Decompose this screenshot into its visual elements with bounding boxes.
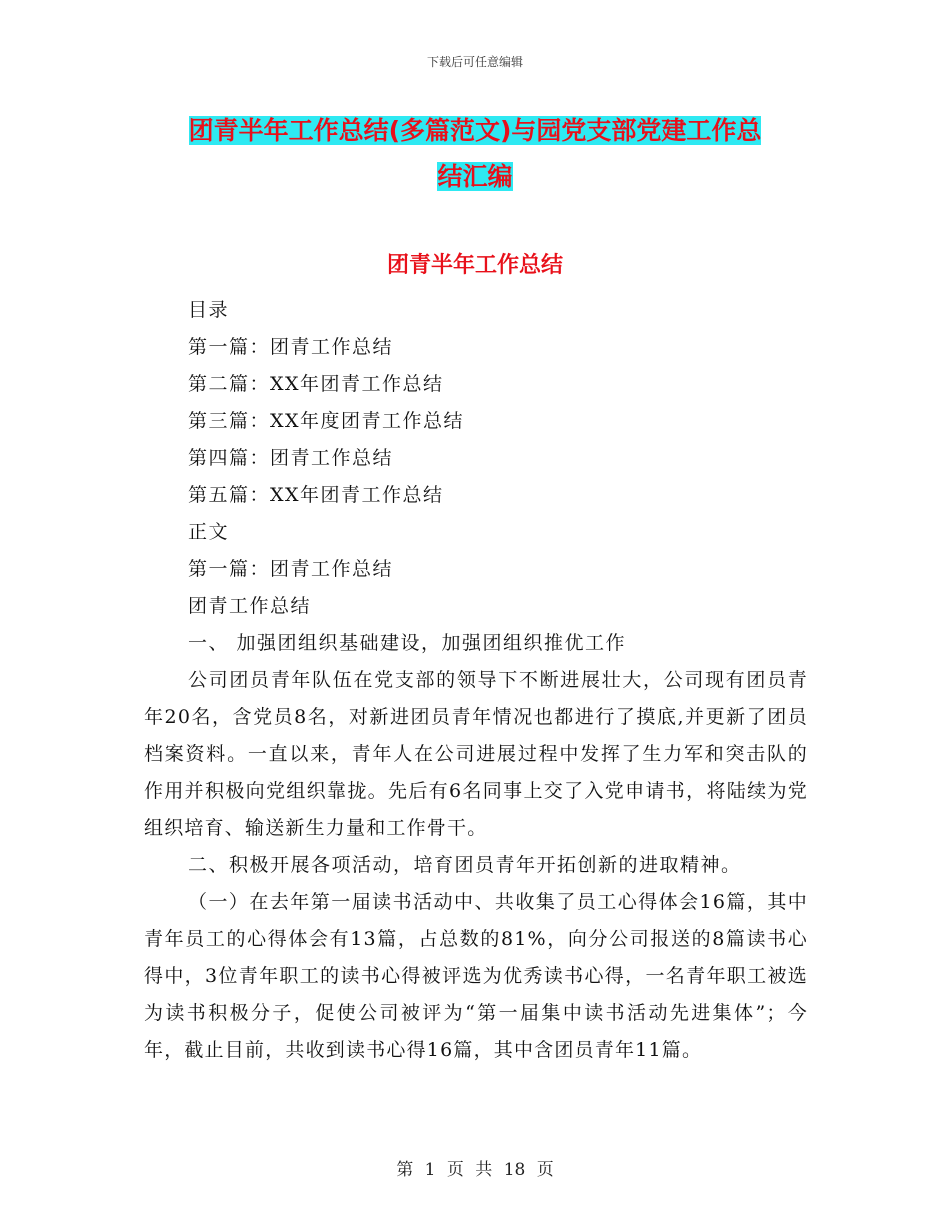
- chapter-subtitle: 团青工作总结: [188, 595, 312, 617]
- section-title: 团青半年工作总结: [386, 253, 563, 278]
- section-point-1: 一、 加强团组织基础建设，加强团组织推优工作: [188, 632, 627, 654]
- document-title-line1: 团青半年工作总结(多篇范文)与园党支部党建工作总: [188, 116, 762, 145]
- toc-item: 第一篇：团青工作总结: [188, 336, 394, 358]
- chapter-heading: 第一篇：团青工作总结: [188, 558, 394, 580]
- document-title-line2: 结汇编: [437, 162, 513, 191]
- paragraph-2: （一）在去年第一届读书活动中、共收集了员工心得体会16篇，其中青年员工的心得体会有13篇，占总数的81%，向分公司报送的8篇读书心得中，3位青年职工的读书心得被评选为优秀读书心得，一名青年职工被选为读书积极分子，促使公司被评为“第一届集中读书活动先进集体”；今年，截止目前，共收到读书心得16篇，其中含团员青年11篇。: [144, 891, 808, 1061]
- toc-item: 第二篇：XX年团青工作总结: [188, 373, 444, 395]
- paragraph-1: 公司团员青年队伍在党支部的领导下不断进展壮大，公司现有团员青年20名，含党员8名，对新进团员青年情况也都进行了摸底,并更新了团员档案资料。一直以来，青年人在公司进展过程中发挥了生力军和突击队的作用并积极向党组织靠拢。先后有6名同事上交了入党申请书，将陆续为党组织培育、输送新生力量和工作骨干。: [144, 669, 808, 839]
- toc-heading: 目录: [188, 299, 230, 321]
- page-number: 第 1 页 共 18 页: [396, 1160, 554, 1180]
- toc-item: 第五篇：XX年团青工作总结: [188, 484, 444, 506]
- document-title: [0, 108, 950, 200]
- body-label: 正文: [188, 521, 230, 543]
- toc-item: 第四篇：团青工作总结: [188, 447, 394, 469]
- toc-item: 第三篇：XX年度团青工作总结: [188, 410, 465, 432]
- page-header: 下载后可任意编辑: [426, 55, 523, 69]
- document-body: [144, 292, 808, 1069]
- section-point-2: 二、积极开展各项活动，培育团员青年开拓创新的进取精神。: [188, 854, 742, 876]
